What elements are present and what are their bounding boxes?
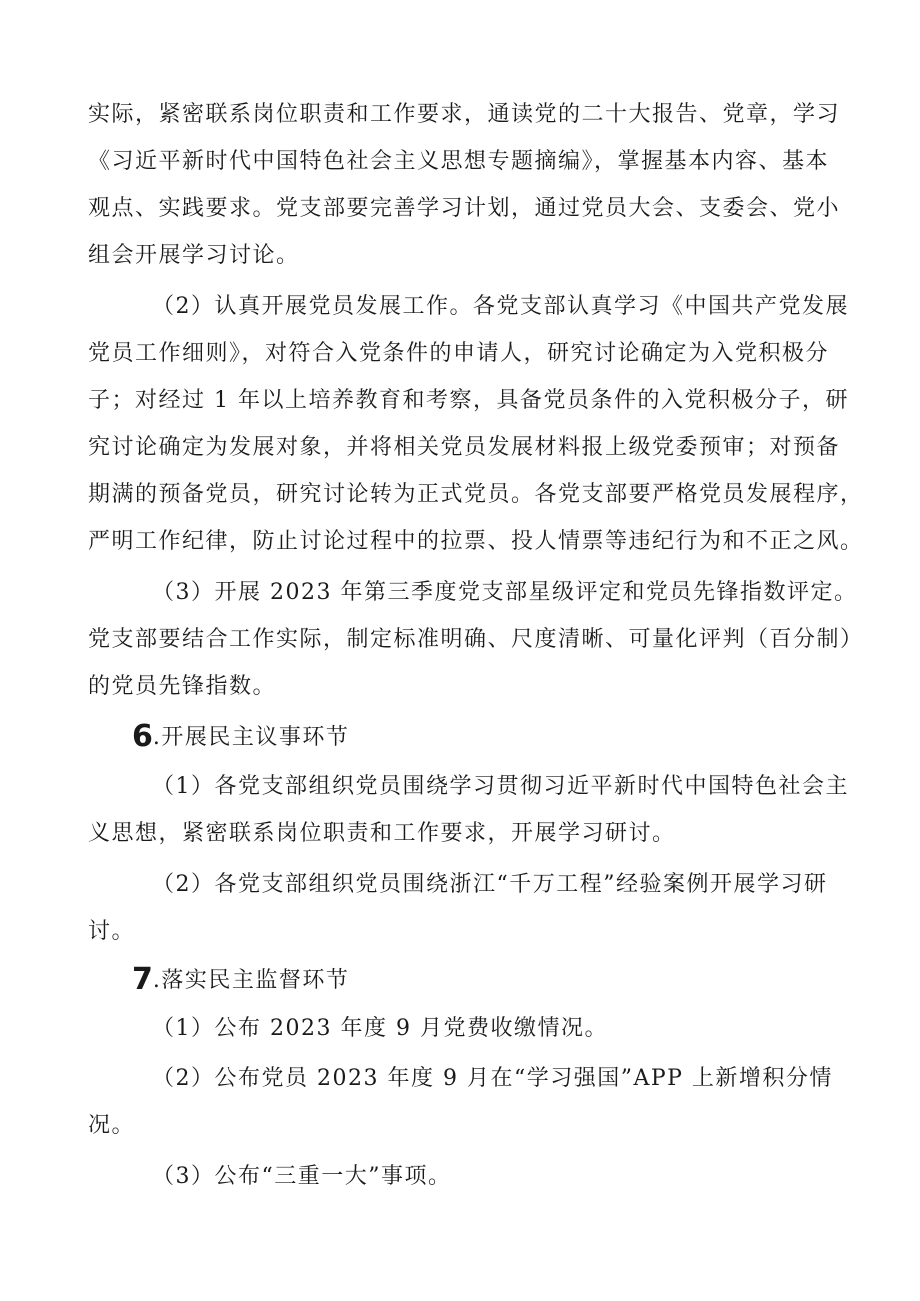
paragraph-line: 严明工作纪律，防止讨论过程中的拉票、投人情票等违纪行为和不正之风。 (88, 529, 864, 554)
paragraph-line: （1）公布 2023 年度 9 月党费收缴情况。 (152, 1016, 608, 1041)
section-number: 6 (132, 719, 153, 754)
paragraph-line: （2）认真开展党员发展工作。各党支部认真学习《中国共产党发展 (152, 294, 849, 319)
paragraph-line: 观点、实践要求。党支部要完善学习计划，通过党员大会、支委会、党小 (88, 196, 841, 221)
paragraph-line: 期满的预备党员，研究讨论转为正式党员。各党支部要严格党员发展程序， (88, 482, 864, 507)
paragraph-line: 组会开展学习讨论。 (88, 243, 300, 268)
paragraph-line: 党员工作细则》，对符合入党条件的申请人，研究讨论确定为入党积极分 (88, 341, 830, 366)
paragraph-line: 讨。 (88, 919, 136, 944)
paragraph-line: （1）各党支部组织党员围绕学习贯彻习近平新时代中国特色社会主 (152, 774, 849, 799)
paragraph-line: 的党员先锋指数。 (88, 674, 277, 699)
section-heading (132, 962, 350, 997)
section-number: 7 (132, 962, 153, 997)
section-title: .开展民主议事环节 (152, 725, 350, 750)
paragraph-line: （2）公布党员 2023 年度 9 月在“学习强国”APP 上新增积分情 (152, 1066, 833, 1091)
paragraph-line: （3）开展 2023 年第三季度党支部星级评定和党员先锋指数评定。 (152, 580, 858, 605)
paragraph-line: 子；对经过 1 年以上培养教育和考察，具备党员条件的入党积极分子，研 (88, 388, 849, 413)
paragraph-line: （2）各党支部组织党员围绕浙江“千万工程”经验案例开展学习研 (152, 872, 828, 897)
paragraph-line: 究讨论确定为发展对象，并将相关党员发展材料报上级党委预审；对预备 (88, 435, 841, 460)
paragraph-line: 党支部要结合工作实际，制定标准明确、尺度清晰、可量化评判（百分制） (88, 627, 864, 652)
section-title: .落实民主监督环节 (152, 968, 350, 993)
paragraph-line: 义思想，紧密联系岗位职责和工作要求，开展学习研讨。 (88, 821, 676, 846)
paragraph-line: 《习近平新时代中国特色社会主义思想专题摘编》，掌握基本内容、基本 (88, 149, 830, 174)
paragraph-line: 实际，紧密联系岗位职责和工作要求，通读党的二十大报告、党章，学习 (88, 102, 841, 127)
paragraph-line: 况。 (88, 1113, 136, 1138)
section-heading (132, 719, 350, 754)
paragraph-line: （3）公布“三重一大”事项。 (152, 1164, 452, 1189)
